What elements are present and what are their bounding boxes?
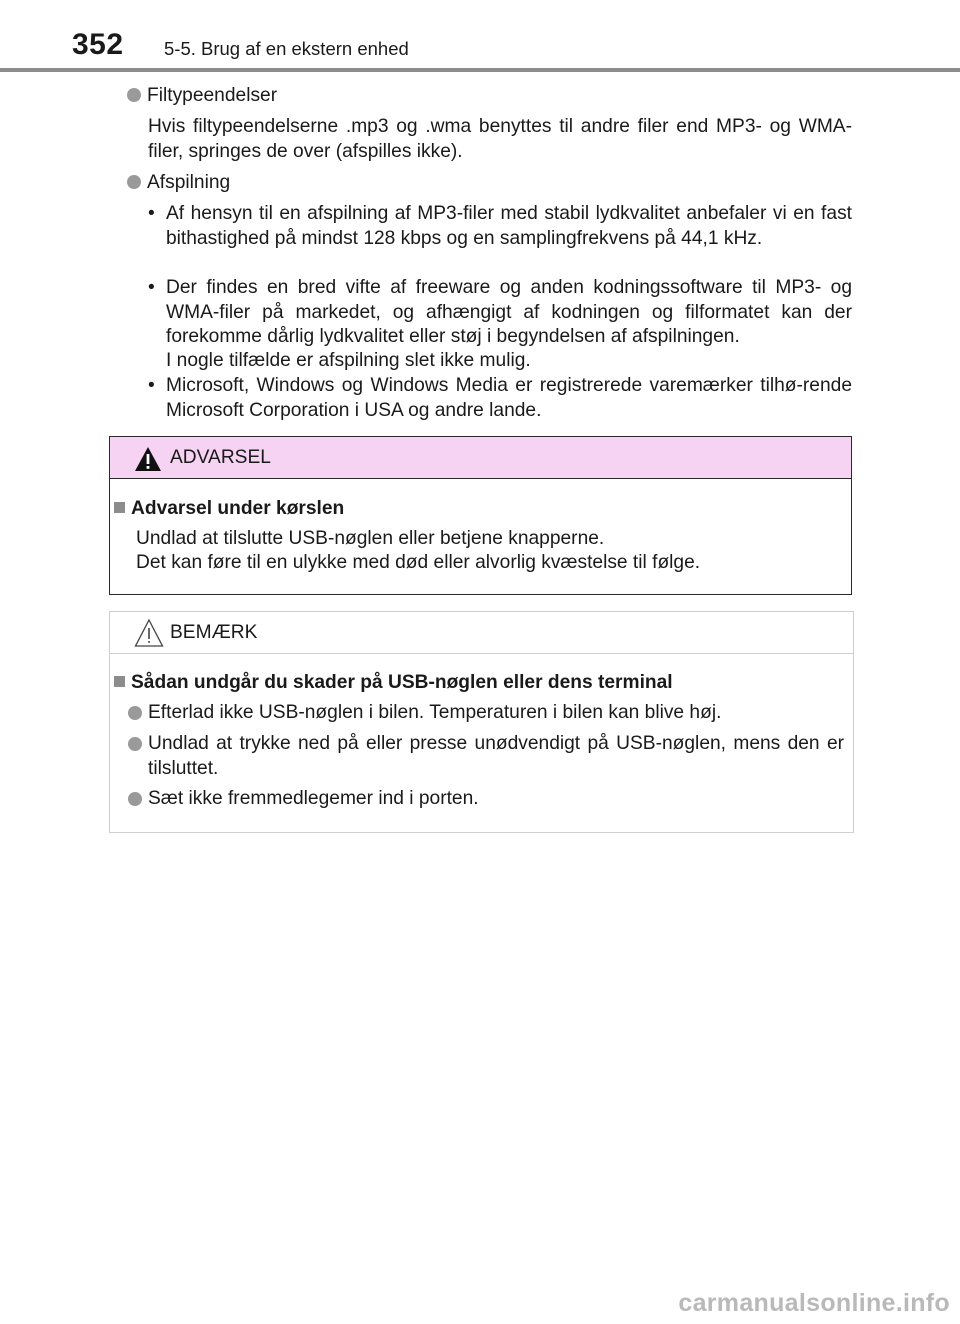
warning-triangle-icon [134,446,162,472]
filtypeendelser-text: Hvis filtypeendelserne .mp3 og .wma benyttes til andre filer end MP3- og WMA-filer, springes de over (afspilles ikke). [148,116,852,162]
warning-line: Undlad at tilslutte USB-nøglen eller betjene knapperne. [136,528,605,549]
warning-title-bar [110,437,851,479]
bullet-dot-icon [128,737,142,751]
bullet-dot-icon [127,88,141,102]
note-heading: Sådan undgår du skader på USB-nøglen eller dens terminal [114,671,673,695]
bullet-point-icon: • [148,203,155,224]
section-title: 5-5. Brug af en ekstern enhed [164,38,409,59]
note-title: BEMÆRK [170,622,258,643]
filtypeendelser-heading: Filtypeendelser [127,84,277,108]
bullet-dot-icon [128,706,142,720]
note-title-bar [110,612,853,654]
header-rule [0,68,960,72]
bullet-point-icon: • [148,375,155,396]
caution-triangle-icon [134,618,164,648]
note-item: Undlad at trykke ned på eller presse unødvendigt på USB-nøglen, mens den er tilsluttet. [128,732,844,781]
afspilning-item: • Microsoft, Windows og Windows Media er registrerede varemærker tilhø-rende Microsoft Corporation i USA og andre lande. [148,375,852,421]
afspilning-heading: Afspilning [127,171,230,195]
page-number: 352 [72,28,124,61]
note-item: Sæt ikke fremmedlegemer ind i porten. [128,787,844,812]
bullet-dot-icon [127,175,141,189]
watermark: carmanualsonline.info [678,1289,950,1317]
square-bullet-icon [114,676,125,687]
warning-box [109,436,852,595]
note-box [109,611,854,833]
square-bullet-icon [114,502,125,513]
warning-line: Det kan føre til en ulykke med død eller alvorlig kvæstelse til følge. [136,552,701,573]
note-item: Efterlad ikke USB-nøglen i bilen. Temperaturen i bilen kan blive høj. [128,701,844,726]
afspilning-item-continuation: I nogle tilfælde er afspilning slet ikke mulig. [166,350,531,371]
page-header [0,0,960,74]
bullet-point-icon: • [148,277,155,298]
afspilning-item: • Af hensyn til en afspilning af MP3-filer med stabil lydkvalitet anbefaler vi en fast bithastighed på mindst 128 kbps og en samplingfrekvens på 44,1 kHz. [148,203,852,249]
warning-title: ADVARSEL [170,447,271,468]
warning-heading: Advarsel under kørslen [114,497,344,521]
bullet-dot-icon [128,792,142,806]
afspilning-item: • Der findes en bred vifte af freeware og anden kodningssoftware til MP3- og WMA-filer på markedet, og afhængigt af kodningen og filformatet kan der forekomme dårlig lydkvalitet eller støj i begyndelsen af afspilningen. [148,277,852,347]
